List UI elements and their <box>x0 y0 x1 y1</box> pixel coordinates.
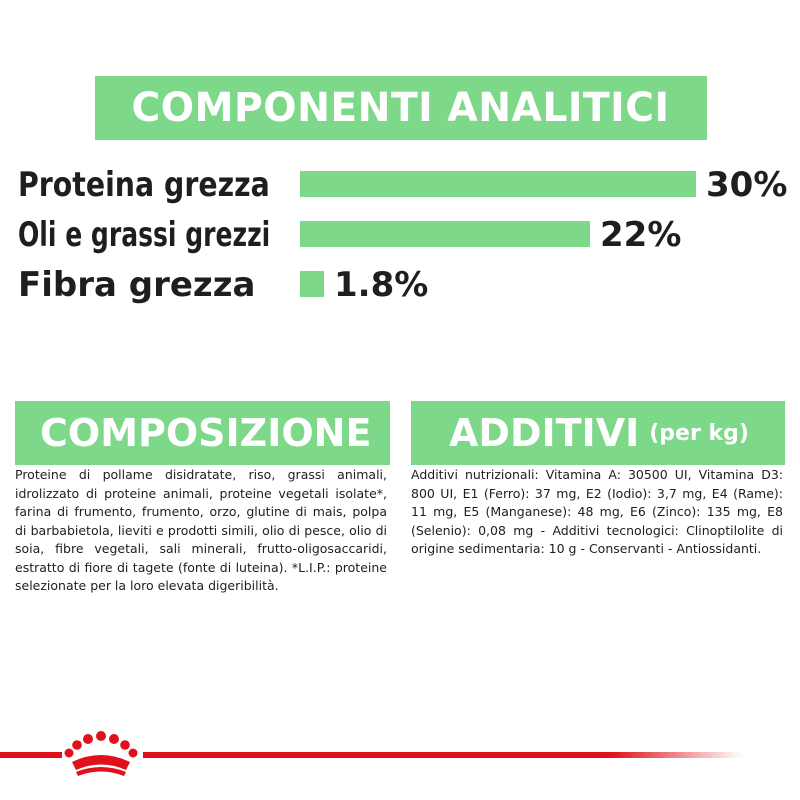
composizione-title: COMPOSIZIONE <box>40 411 372 455</box>
composizione-text: Proteine di pollame disidratate, riso, grassi animali, idrolizzato di proteine animali, proteine vegetali isolate*, farina di frumento, frumento, orzo, glutine di mais, polpa di barbabietola, lieviti e prodotti simili, olio di pesce, olio di soia, fibre vegetali, sali minerali, frutto-oligosaccaridi, estratto di fiore di tagete (fonte di luteina). *L.I.P.: proteine selezionate per la loro elevata digeribilità. <box>15 467 387 593</box>
analytic-row-fat <box>0 210 800 260</box>
analytic-bar <box>300 171 696 197</box>
analytic-value: 1.8% <box>334 265 429 305</box>
footer-line-left <box>0 752 62 758</box>
analytic-value: 30% <box>706 165 788 205</box>
additivi-header <box>411 401 785 465</box>
analytic-label: Fibra grezza <box>18 265 256 305</box>
analytic-label: Proteina grezza <box>18 165 270 205</box>
analytic-row-protein <box>0 160 800 210</box>
analytic-row-fiber <box>0 260 800 310</box>
analytic-label: Oli e grassi grezzi <box>18 215 271 255</box>
additivi-unit-suffix: (per kg) <box>649 420 749 446</box>
composizione-header <box>15 401 390 465</box>
analytic-value: 22% <box>600 215 682 255</box>
page-title: COMPONENTI ANALITICI <box>131 85 671 131</box>
analytic-header-banner <box>95 76 707 140</box>
analytic-bar <box>300 221 590 247</box>
crown-icon <box>60 728 142 778</box>
footer-line-right <box>143 752 743 758</box>
additivi-title: ADDITIVI <box>449 411 640 455</box>
analytic-bar <box>300 271 324 297</box>
additivi-text: Additivi nutrizionali: Vitamina A: 30500 UI, Vitamina D3: 800 UI, E1 (Ferro): 37 mg, E2 (Iodio): 3,7 mg, E4 (Rame): 11 mg, E5 (Manganese): 48 mg, E6 (Zinco): 135 mg, E8 (Selenio): 0,08 mg - Additivi tecnologici: Clinoptilolite di origine sedimentaria: 10 g - Conservanti - Antiossidanti. <box>411 467 783 556</box>
